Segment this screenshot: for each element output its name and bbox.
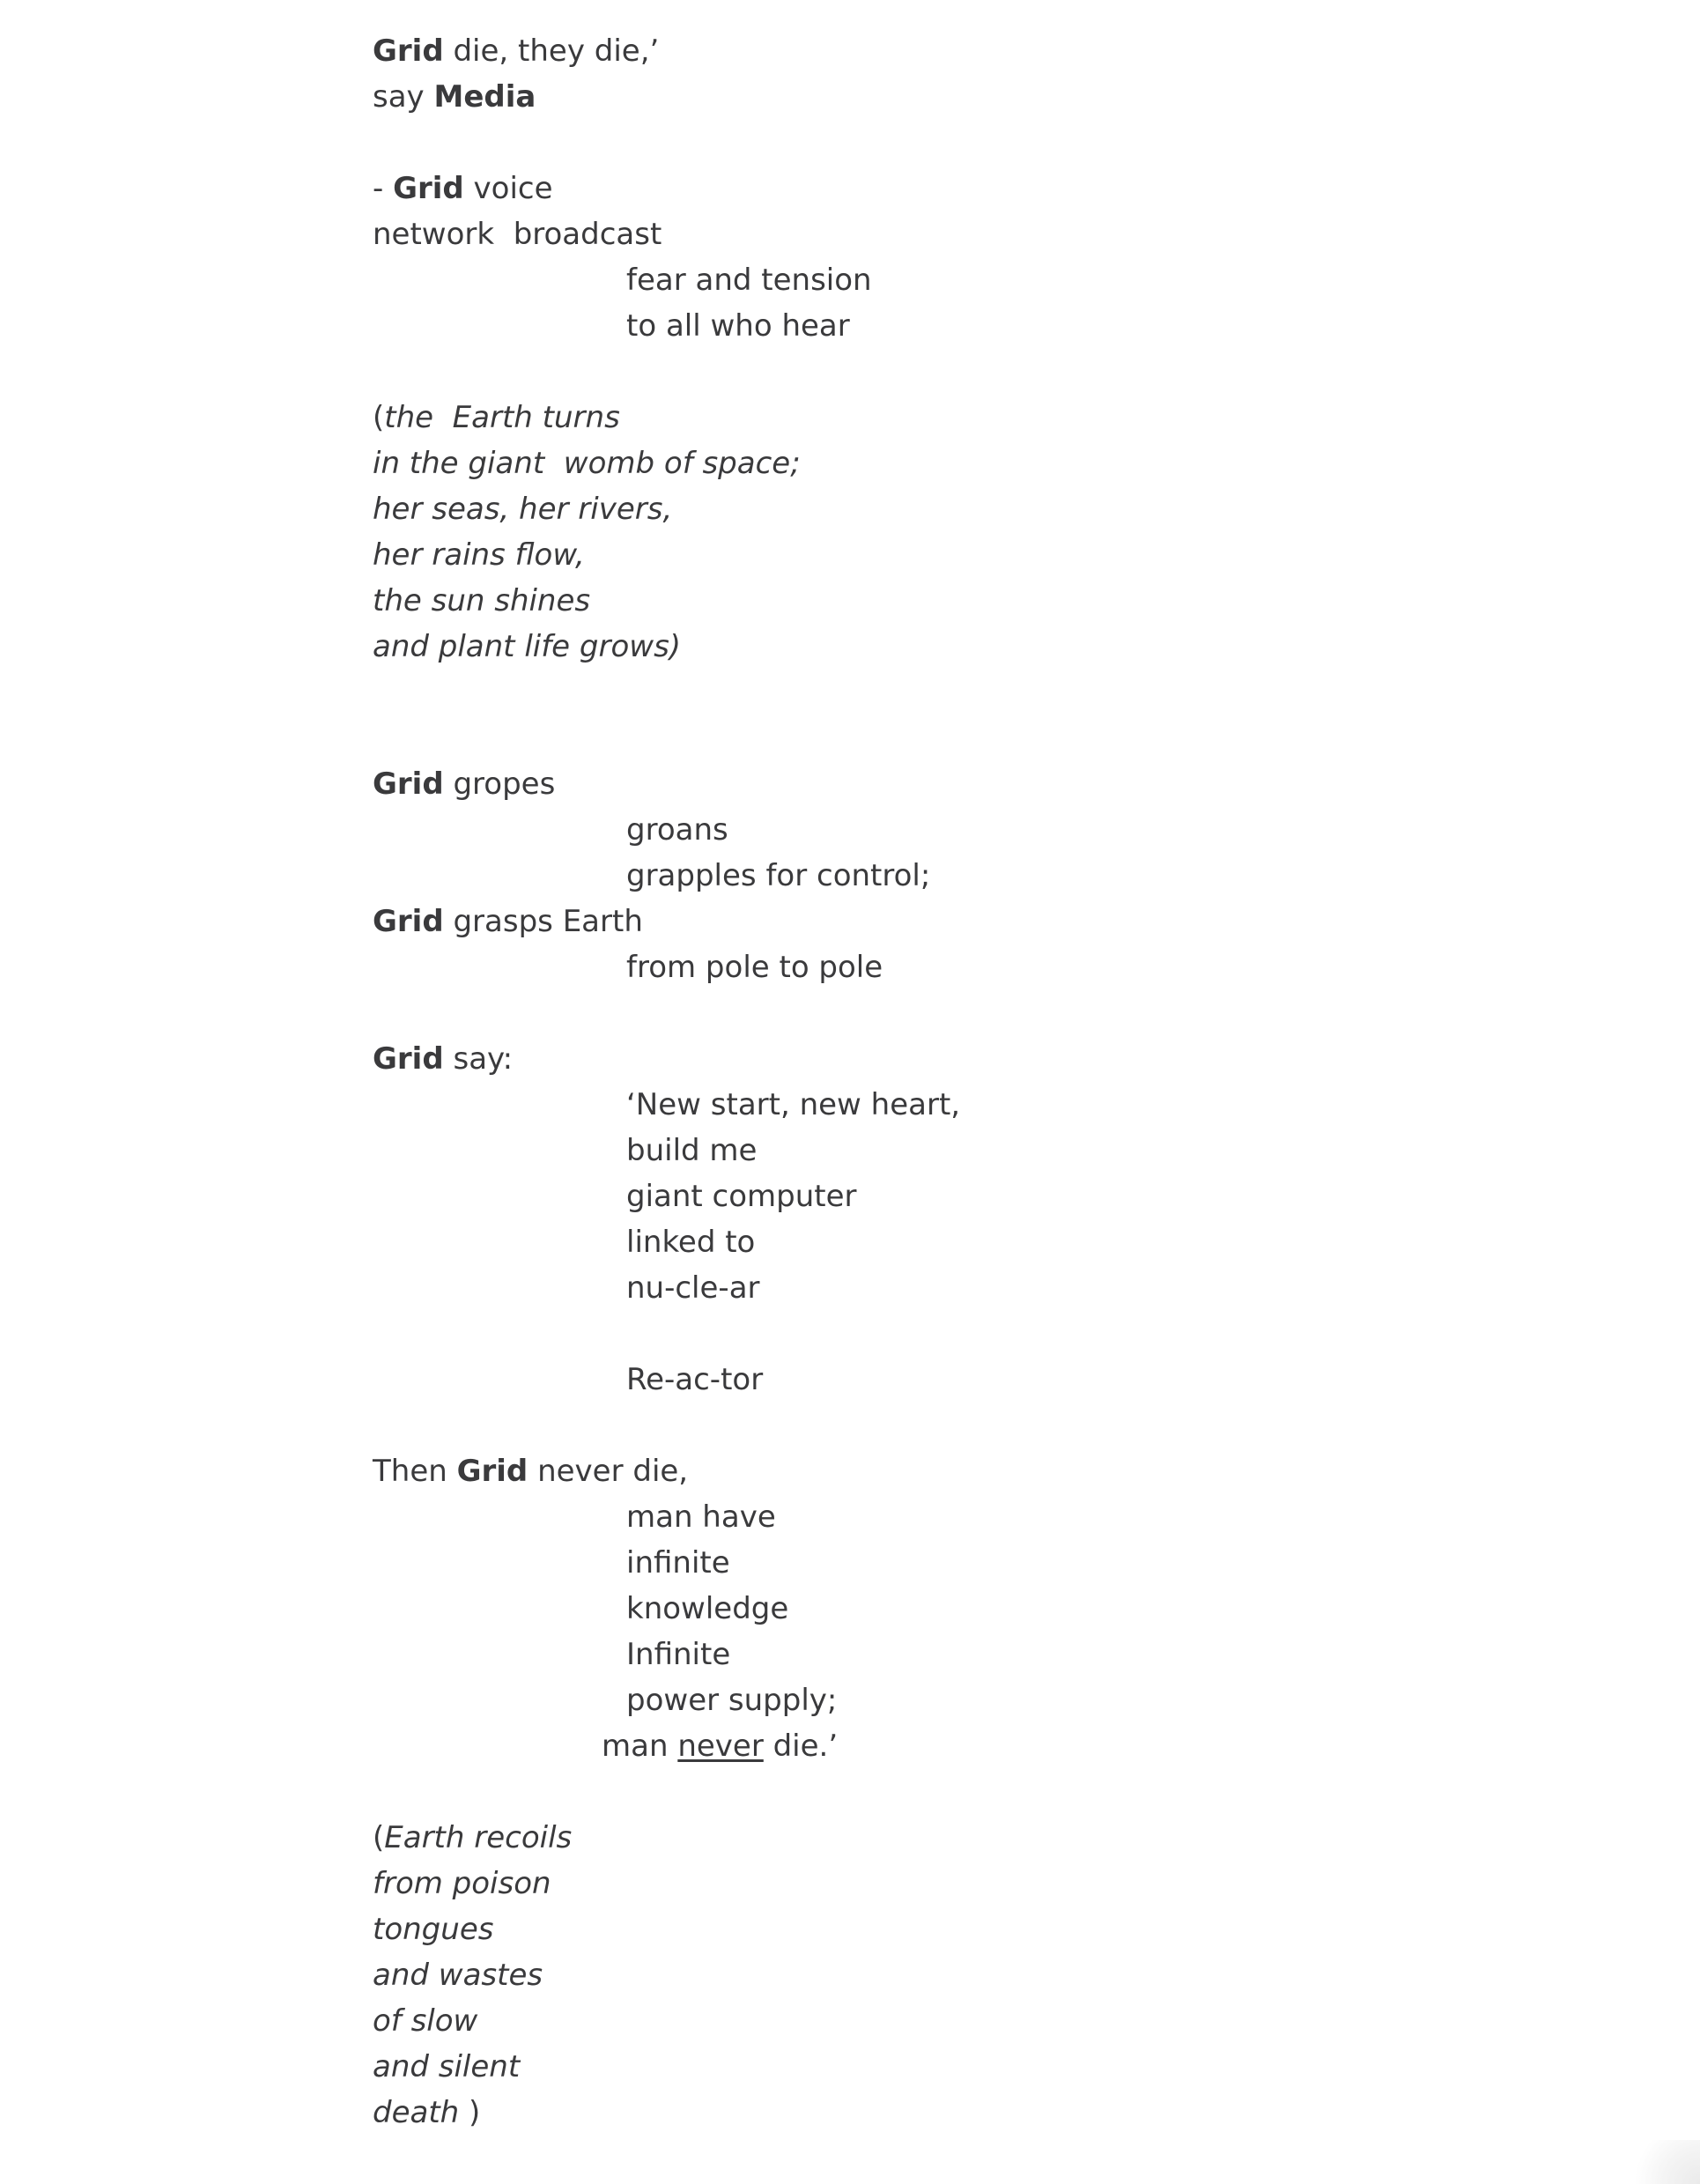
poem-line-indented: ‘New start, new heart, xyxy=(626,1087,961,1122)
line-text: never die, xyxy=(528,1454,689,1489)
poem-line-italic: and silent xyxy=(373,2049,521,2084)
stanza-break xyxy=(373,1403,1430,1448)
italic-text: death xyxy=(373,2095,460,2130)
poem-line xyxy=(373,1448,1430,1494)
stanza-break xyxy=(373,1311,1430,1357)
bold-word: Media xyxy=(433,79,536,115)
stanza-break xyxy=(373,120,1430,166)
poem-line xyxy=(373,761,1430,807)
poem-line xyxy=(373,28,1430,74)
line-text: ( xyxy=(373,1820,385,1855)
poem-line xyxy=(373,1815,1430,1861)
poem-line-italic: and plant life grows) xyxy=(373,629,682,664)
poem-line-italic: her seas, her rivers, xyxy=(373,492,673,527)
poem-line-indented: grapples for control; xyxy=(626,858,931,893)
line-text: ) xyxy=(459,2095,481,2130)
poem-body xyxy=(373,28,1430,2136)
bold-word: Grid xyxy=(373,33,444,69)
poem-line-indented: power supply; xyxy=(626,1683,838,1718)
poem-line-indented: from pole to pole xyxy=(626,950,883,985)
poem-line-indented: Infinite xyxy=(626,1637,731,1672)
poem-line-italic: and wastes xyxy=(373,1958,543,1993)
poem-line-indented: nu-cle-ar xyxy=(626,1270,760,1306)
line-text: gropes xyxy=(443,766,556,802)
poem-line-indented: fear and tension xyxy=(626,263,872,298)
line-text: voice xyxy=(463,171,553,206)
poem-line-italic: of slow xyxy=(373,2003,478,2039)
line-text: say xyxy=(373,79,434,115)
poem-line-italic: from poison xyxy=(373,1866,551,1901)
poem-line-indented: to all who hear xyxy=(626,308,850,344)
poem-line xyxy=(373,2090,1430,2136)
line-text: die.’ xyxy=(763,1729,839,1764)
poem-line xyxy=(373,74,1430,120)
stanza-break xyxy=(373,349,1430,395)
stanza-break xyxy=(373,670,1430,761)
poem-line xyxy=(373,1036,1430,1082)
bold-word: Grid xyxy=(373,1041,444,1077)
stanza-break xyxy=(373,990,1430,1036)
poem-line-indented: groans xyxy=(626,812,728,848)
poem-line xyxy=(373,166,1430,211)
poem-line xyxy=(373,899,1430,944)
poem-line-indented: infinite xyxy=(626,1545,730,1581)
italic-text: the Earth turns xyxy=(384,400,620,435)
poem-line-indented: Re-ac-tor xyxy=(626,1362,764,1397)
underlined-word: never xyxy=(677,1729,764,1764)
line-text: grasps Earth xyxy=(443,904,643,939)
page-curl-shadow xyxy=(1621,2140,1700,2184)
poem-line-indented xyxy=(373,1723,1430,1769)
italic-text: Earth recoils xyxy=(384,1820,573,1855)
poem-line-indented: giant computer xyxy=(626,1179,857,1214)
poem-line-indented: build me xyxy=(626,1133,758,1168)
poem-line: network broadcast xyxy=(373,217,662,252)
line-text: die, they die,’ xyxy=(443,33,660,69)
bold-word: Grid xyxy=(373,904,444,939)
line-text: - xyxy=(373,171,394,206)
line-text: man xyxy=(602,1729,678,1764)
line-text: Then xyxy=(373,1454,457,1489)
bold-word: Grid xyxy=(456,1454,528,1489)
poem-line-indented: man have xyxy=(626,1499,776,1535)
poem-line xyxy=(373,395,1430,441)
stanza-break xyxy=(373,1769,1430,1815)
line-text: say: xyxy=(443,1041,514,1077)
poem-line-indented: knowledge xyxy=(626,1591,789,1626)
bold-word: Grid xyxy=(393,171,464,206)
poem-line-italic: her rains flow, xyxy=(373,537,585,573)
bold-word: Grid xyxy=(373,766,444,802)
poem-line-italic: tongues xyxy=(373,1912,494,1947)
line-text: ( xyxy=(373,400,385,435)
poem-line-italic: in the giant womb of space; xyxy=(373,446,801,481)
poem-line-indented: linked to xyxy=(626,1225,756,1260)
poem-line-italic: the sun shines xyxy=(373,583,591,618)
